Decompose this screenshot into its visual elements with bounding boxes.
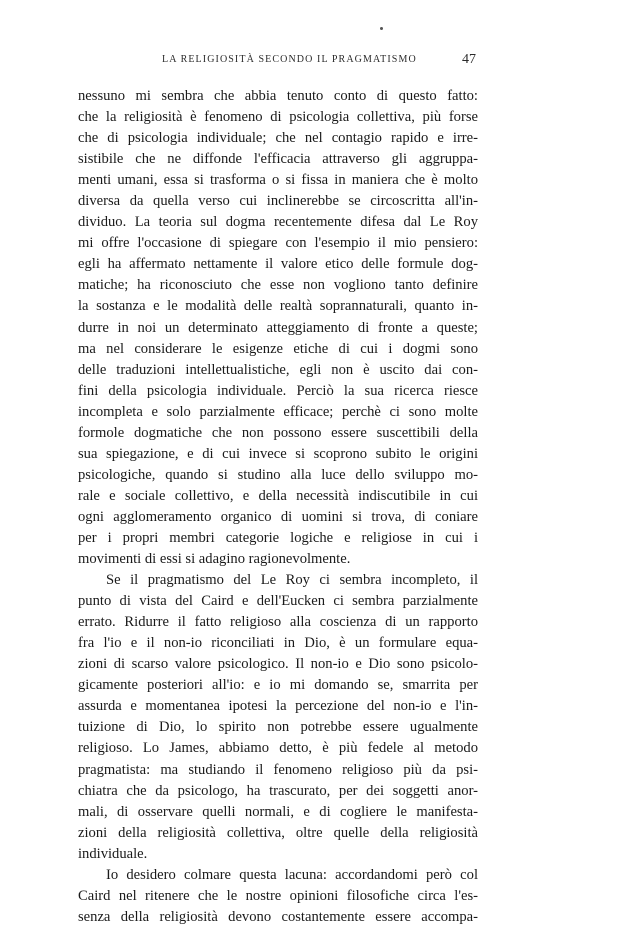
text-line: incompleta e solo parzialmente efficace; perchè ci sono molte [78,403,478,420]
text-line: sistibile che ne diffonde l'efficacia attraverso gli aggruppa- [78,151,478,168]
text-line: durre in noi un determinato atteggiamento di fronte a queste; [78,319,478,336]
text-line: pragmatista: ma studiando il fenomeno religioso più da psi- [78,761,478,778]
text-line: gicamente posteriori all'io: e io mi domando se, smarrita per [78,677,478,694]
text-line: che la religiosità è fenomeno di psicologia collettiva, più forse [78,109,478,126]
text-line: la sostanza e le modalità delle realtà soprannaturali, quanto in- [78,298,478,315]
paragraph-2 [78,570,478,865]
text-line: egli ha affermato nettamente il valore etico delle formule dog- [78,256,478,273]
text-line: menti umani, essa si trasforma o si fissa in maniera che è molto [78,172,478,189]
text-line: che di psicologia individuale; che nel contagio rapido e irre- [78,130,478,147]
text-line: ma nel considerare le esigenze etiche di cui i dogmi sono [78,340,478,357]
text-line: rale e sociale collettivo, e della necessità indiscutibile in cui [78,487,478,504]
text-line: mali, di osservare quelli normali, e di cogliere le manifesta- [78,803,478,820]
body-text [78,86,478,928]
text-line: formole dogmatiche che non possono essere suscettibili della [78,424,478,441]
text-line: sua spiegazione, e di cui invece si scoprono subito le origini [78,445,478,462]
stray-ink-mark [380,27,383,30]
text-line: zioni della religiosità collettiva, oltre quelle della religiosità [78,824,478,841]
text-line: Caird nel ritenere che le nostre opinioni filosofiche circa l'es- [78,887,478,904]
text-line: dividuo. La teoria sul dogma recentemente difesa dal Le Roy [78,214,478,231]
text-line: matiche; ha riconosciuto che esse non vogliono tanto definire [78,277,478,294]
text-line: zioni di scarso valore psicologico. Il non-io e Dio sono psicolo- [78,656,478,673]
text-line: movimenti di essi si adagino ragionevolmente. [78,551,351,568]
text-line: fini della psicologia individuale. Perciò la sua ricerca riesce [78,382,478,399]
paragraph-1 [78,86,478,570]
text-line: mi offre l'occasione di spiegare con l'esempio il mio pensiero: [78,235,478,252]
text-line: per i propri membri categorie logiche e religiose in cui i [78,529,478,546]
text-line: errato. Ridurre il fatto religioso alla coscienza di un rapporto [78,614,478,631]
text-line: senza della religiosità devono costantemente essere accompa- [78,908,478,925]
text-line: tuizione di Dio, lo spirito non potrebbe essere ugualmente [78,719,478,736]
page-header [78,52,476,72]
text-line: Se il pragmatismo del Le Roy ci sembra incompleto, il [106,572,478,589]
text-line: psicologiche, quando si studino alla luce dello sviluppo mo- [78,466,478,483]
paragraph-3 [78,865,478,928]
text-line: chiatra che da psicologo, ha trascurato, per dei soggetti anor- [78,782,478,799]
text-line: ogni agglomeramento organico di uomini si trova, di coniare [78,508,478,525]
text-line: individuale. [78,845,148,862]
text-line: fra l'io e il non-io riconciliati in Dio, è un formulare equa- [78,635,478,652]
text-line: Io desidero colmare questa lacuna: accordandomi però col [106,866,478,883]
page-number: 47 [462,52,476,67]
text-line: diversa da quella verso cui inclinerebbe se circoscritta all'in- [78,193,478,210]
text-line: religioso. Lo James, abbiamo detto, è più fedele al metodo [78,740,478,757]
text-line: punto di vista del Caird e dell'Eucken ci sembra parzialmente [78,593,478,610]
text-line: delle traduzioni intellettualistiche, egli non è uscito dai con- [78,361,478,378]
text-line: assurda e momentanea ipotesi la percezione del non-io e l'in- [78,698,478,715]
running-title: LA RELIGIOSITÀ SECONDO IL PRAGMATISMO [162,54,417,65]
text-line: nessuno mi sembra che abbia tenuto conto di questo fatto: [78,88,478,104]
